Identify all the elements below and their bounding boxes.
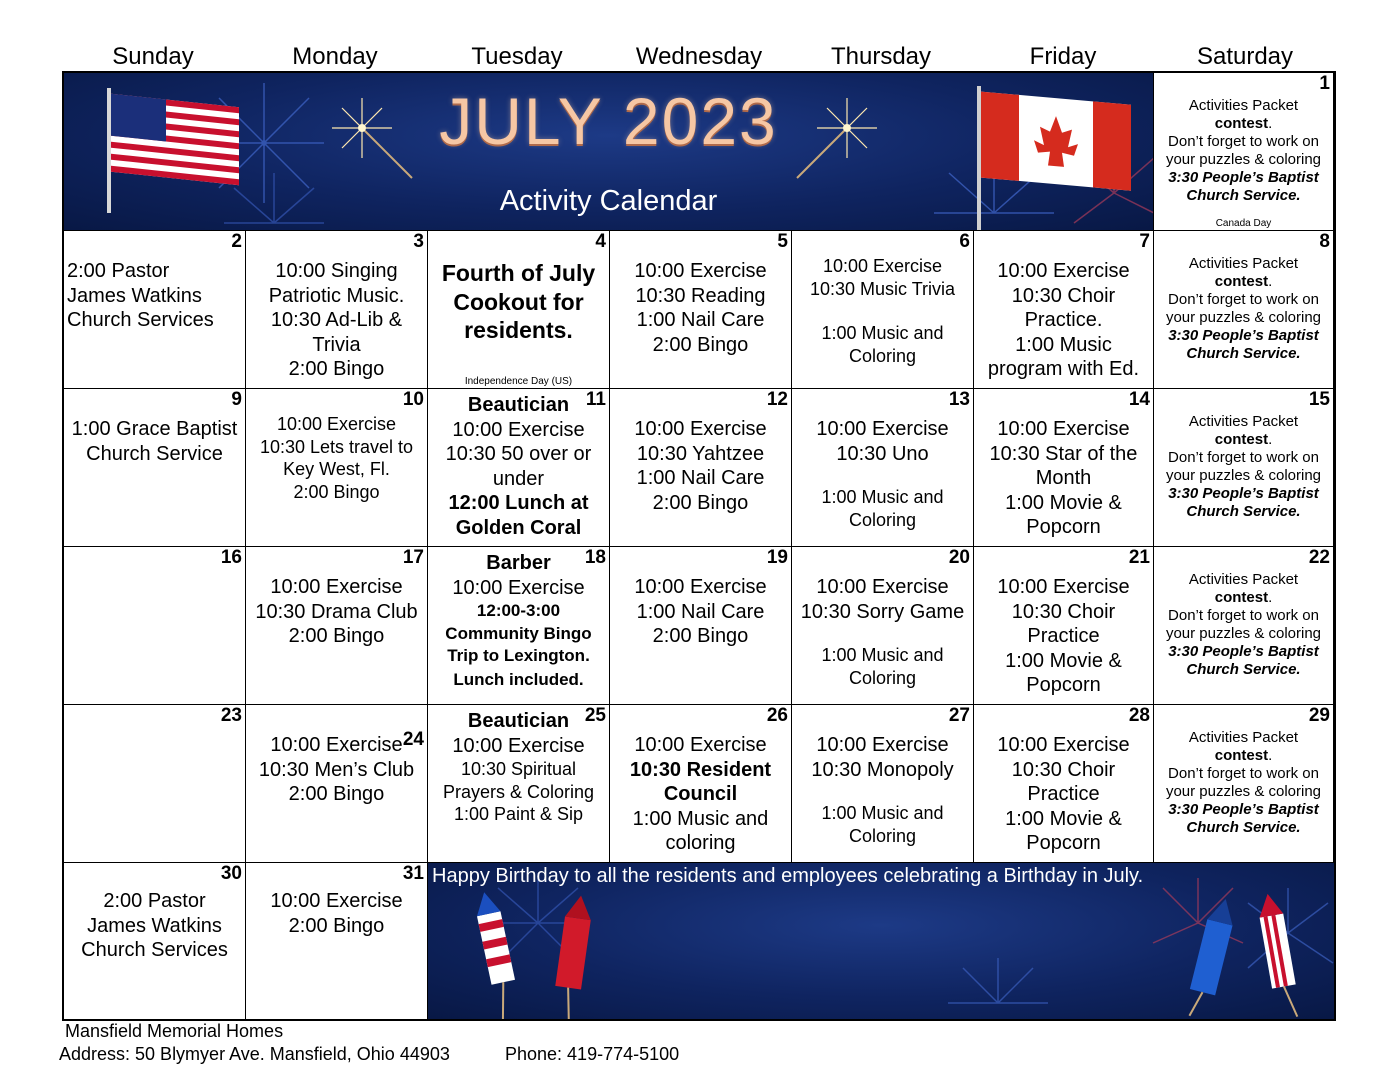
activity-text: Beautician [467,710,570,732]
day-cell-11 [428,389,610,547]
day-cell-16 [64,547,246,705]
activity-text: 1:00 Nail Care [636,467,765,489]
activity-text: Church Service [86,442,223,465]
activity-text: 2:00 Bingo [288,783,385,805]
day-cell-25 [428,705,610,863]
day-cell-15 [1154,389,1334,547]
day-cell-20 [792,547,974,705]
activity-text: 10:30 Yahtzee [636,442,765,465]
activity-text: Key West, Fl. [283,459,390,479]
holiday-label: Canada Day [1215,218,1272,229]
activity-text: 10:30 Monopoly [811,758,954,781]
activities-packet-note: Activities Packet contest. Don’t forget to work on your puzzles & coloring 3:30 People’s Baptist Church Service. [1165,97,1322,204]
day-cell-21 [974,547,1154,705]
activity-text: Coloring [848,509,917,530]
activity-text: 10:30 Drama Club [255,600,418,623]
activity-text: Golden Coral [455,516,582,539]
activity-text: 1:00 Music and [821,803,944,823]
activity-text: 10:00 Exercise [276,414,397,434]
activity-text: 2:00 Bingo [652,625,749,647]
activity-text: 10:30 Men’s Club [258,758,415,781]
day-number: 6 [959,231,970,252]
activity-text: 2:00 Bingo [652,333,749,356]
activity-text: 1:00 Movie & [1005,649,1122,672]
calendar-grid [62,71,1336,1021]
activity-text: 1:00 Music and [821,487,944,507]
activity-text: 10:30 Choir [1011,600,1116,623]
activity-text: program with Ed. [987,358,1140,380]
day-cell-31 [246,863,428,1019]
activity-text: Church Services [81,939,228,961]
activity-text: Prayers & Coloring [442,781,595,802]
activity-text: 10:00 Exercise [452,418,585,441]
activity-text: 10:30 Uno [836,442,929,465]
day-number: 8 [1319,231,1330,252]
day-number: 16 [220,547,242,568]
activity-text: residents. [464,317,573,343]
activity-text: 10:00 Exercise [997,260,1130,282]
day-cell-26 [610,705,792,863]
activity-text: 10:30 Resident [629,758,772,781]
day-number: 17 [402,547,424,568]
activity-text: 10:30 50 over or [445,443,592,465]
day-header-friday: Friday [1029,43,1097,70]
day-header-tuesday: Tuesday [471,43,563,70]
day-cell-28 [974,705,1154,863]
day-header-monday: Monday [292,43,378,70]
activity-text: 10:00 Singing [275,260,398,282]
day-number: 22 [1308,547,1330,568]
day-number: 12 [766,389,788,410]
activity-text: Trip to Lexington. [447,646,590,665]
birthday-message: Happy Birthday to all the residents and employees celebrating a Birthday in July. [432,865,1144,887]
activity-text: 10:00 Exercise [816,418,949,440]
activity-text: 1:00 Music [1015,333,1112,356]
activity-text: coloring [665,832,736,854]
day-header-thursday: Thursday [830,43,932,70]
activity-text: Patriotic Music. [268,284,405,307]
activities-packet-note: Activities Packet contest. Don’t forget to work on your puzzles & coloring 3:30 People’s Baptist Church Service. [1165,729,1322,836]
activity-text: Popcorn [1026,832,1101,854]
activity-text: 10:00 Exercise [816,576,949,598]
activity-text: 10:30 Reading [635,284,766,307]
activity-text: Month [1035,467,1092,489]
activity-text: Popcorn [1026,516,1101,538]
day-number: 26 [766,705,788,726]
day-cell-27 [792,705,974,863]
activity-text: 2:00 Bingo [288,358,385,380]
activity-text: 1:00 Music and [632,807,769,830]
activity-text: Popcorn [1026,674,1101,696]
day-number: 23 [220,705,242,726]
activity-text: Coloring [848,345,917,366]
day-number: 19 [766,547,788,568]
activity-text: 10:30 Lets travel to [259,436,414,457]
footer-phone: Phone: 419-774-5100 [505,1044,680,1064]
activity-text: 10:30 Choir [1011,758,1116,781]
activity-text: Practice [1027,625,1100,647]
activity-text: 1:00 Nail Care [636,600,765,623]
activity-text: 10:00 Exercise [997,418,1130,440]
activity-text: 10:30 Ad-Lib & [270,309,403,331]
day-number: 4 [595,231,606,252]
activity-text: Beautician [467,394,570,416]
activity-text: 10:00 Exercise [822,256,943,276]
calendar-subtitle: Activity Calendar [499,185,718,217]
activity-text: 10:00 Exercise [452,734,585,757]
activity-text: Practice. [1024,309,1103,331]
activity-text: 10:30 Choir [1011,284,1116,307]
day-number: 13 [948,389,970,410]
activity-text: 2:00 Bingo [288,914,385,937]
day-cell-4 [428,231,610,389]
activity-text: 10:00 Exercise [634,418,767,440]
day-header-saturday: Saturday [1196,43,1294,70]
day-cell-8 [1154,231,1334,389]
birthday-banner [428,863,1334,1019]
activity-text: under [492,467,545,490]
day-number: 10 [402,389,424,410]
day-number: 11 [585,389,606,410]
day-header-wednesday: Wednesday [635,43,763,70]
activity-text: Practice [1027,783,1100,805]
activity-text: Cookout for [453,288,584,315]
day-header-sunday: Sunday [112,43,194,70]
day-cell-18 [428,547,610,705]
activity-text: 1:00 Paint & Sip [453,804,584,824]
day-number: 31 [402,863,424,884]
activity-text: 1:00 Nail Care [636,309,765,331]
day-cell-24 [246,705,428,863]
activity-text: 10:00 Exercise [634,734,767,756]
day-number: 1 [1319,73,1330,94]
day-cell-14 [974,389,1154,547]
day-number: 7 [1139,231,1150,252]
activity-text: 10:30 Sorry Game [800,600,965,623]
activities-packet-note: Activities Packet contest. Don’t forget to work on your puzzles & coloring 3:30 People’s Baptist Church Service. [1165,255,1322,362]
day-number: 20 [948,547,970,568]
activity-text: 10:00 Exercise [270,734,403,756]
activities-packet-note: Activities Packet contest. Don’t forget to work on your puzzles & coloring 3:30 People’s Baptist Church Service. [1165,571,1322,678]
activity-text: 10:00 Exercise [452,576,585,599]
day-cell-10 [246,389,428,547]
activity-text: 10:00 Exercise [270,890,403,912]
activity-text: 10:00 Exercise [997,576,1130,598]
day-number: 29 [1308,705,1330,726]
activity-text: 1:00 Movie & [1005,491,1122,514]
day-number: 2 [231,231,242,252]
day-cell-22 [1154,547,1334,705]
day-number: 3 [413,231,424,252]
footer-address: Address: 50 Blymyer Ave. Mansfield, Ohio 44903 [59,1044,450,1064]
activity-text: 1:00 Music and [821,323,944,343]
day-number: 14 [1128,389,1150,410]
day-cell-17 [246,547,428,705]
activity-text: 2:00 Bingo [288,625,385,647]
activity-text: James Watkins [67,284,202,307]
activity-text: Coloring [848,667,917,688]
activity-text: 1:00 Grace Baptist [71,418,238,440]
activity-text: Council [663,783,738,805]
activity-text: 2:00 Pastor [103,890,206,912]
day-cell-29 [1154,705,1334,863]
activity-text: Fourth of July [441,260,596,286]
day-cell-23 [64,705,246,863]
activity-text: 12:00 Lunch at [448,492,589,514]
day-cell-2 [64,231,246,389]
activity-text: 2:00 Pastor [67,260,170,282]
day-number: 28 [1128,705,1150,726]
activity-text: 2:00 Bingo [293,481,380,502]
activity-text: Trivia [312,333,361,356]
activity-text: 2:00 Bingo [652,491,749,514]
day-number: 9 [231,389,242,410]
activity-text: 10:00 Exercise [270,576,403,598]
day-cell-13 [792,389,974,547]
holiday-label: Independence Day (US) [464,376,573,387]
activity-text: Church Services [67,309,214,331]
activity-text: Lunch included. [453,669,584,689]
day-number: 30 [220,863,242,884]
activity-text: 10:00 Exercise [634,260,767,282]
footer-org-name: Mansfield Memorial Homes [65,1021,284,1041]
activity-text: 1:00 Music and [821,645,944,665]
activity-text: 10:00 Exercise [634,576,767,598]
header-banner [64,73,1154,231]
activity-text: 10:00 Exercise [816,734,949,756]
day-cell-9 [64,389,246,547]
day-cell-6 [792,231,974,389]
activities-packet-note: Activities Packet contest. Don’t forget to work on your puzzles & coloring 3:30 People’s Baptist Church Service. [1165,413,1322,520]
day-cell-30 [64,863,246,1019]
activity-text: Community Bingo [445,623,592,643]
calendar-title: JULY 2023 [439,84,778,158]
day-cell-3 [246,231,428,389]
day-cell-1 [1154,73,1334,231]
activity-text: Coloring [848,825,917,846]
day-number: 18 [584,547,606,568]
activity-text: 12:00-3:00 [476,601,561,620]
day-number: 15 [1308,389,1330,410]
activity-text: 10:30 Music Trivia [809,278,956,299]
activity-text: 10:30 Spiritual [460,759,577,779]
day-number: 24 [402,729,424,750]
canada-flag-icon [974,81,1134,231]
day-cell-7 [974,231,1154,389]
activity-text: 10:00 Exercise [997,734,1130,756]
day-number: 5 [777,231,788,252]
day-cell-19 [610,547,792,705]
activity-text: 1:00 Movie & [1005,807,1122,830]
activity-text: 10:30 Star of the [989,442,1138,465]
activity-text: James Watkins [87,914,222,937]
day-number: 21 [1128,547,1150,568]
activity-text: Barber [486,552,551,574]
day-cell-12 [610,389,792,547]
day-cell-5 [610,231,792,389]
day-number: 25 [584,705,606,726]
day-number: 27 [948,705,970,726]
